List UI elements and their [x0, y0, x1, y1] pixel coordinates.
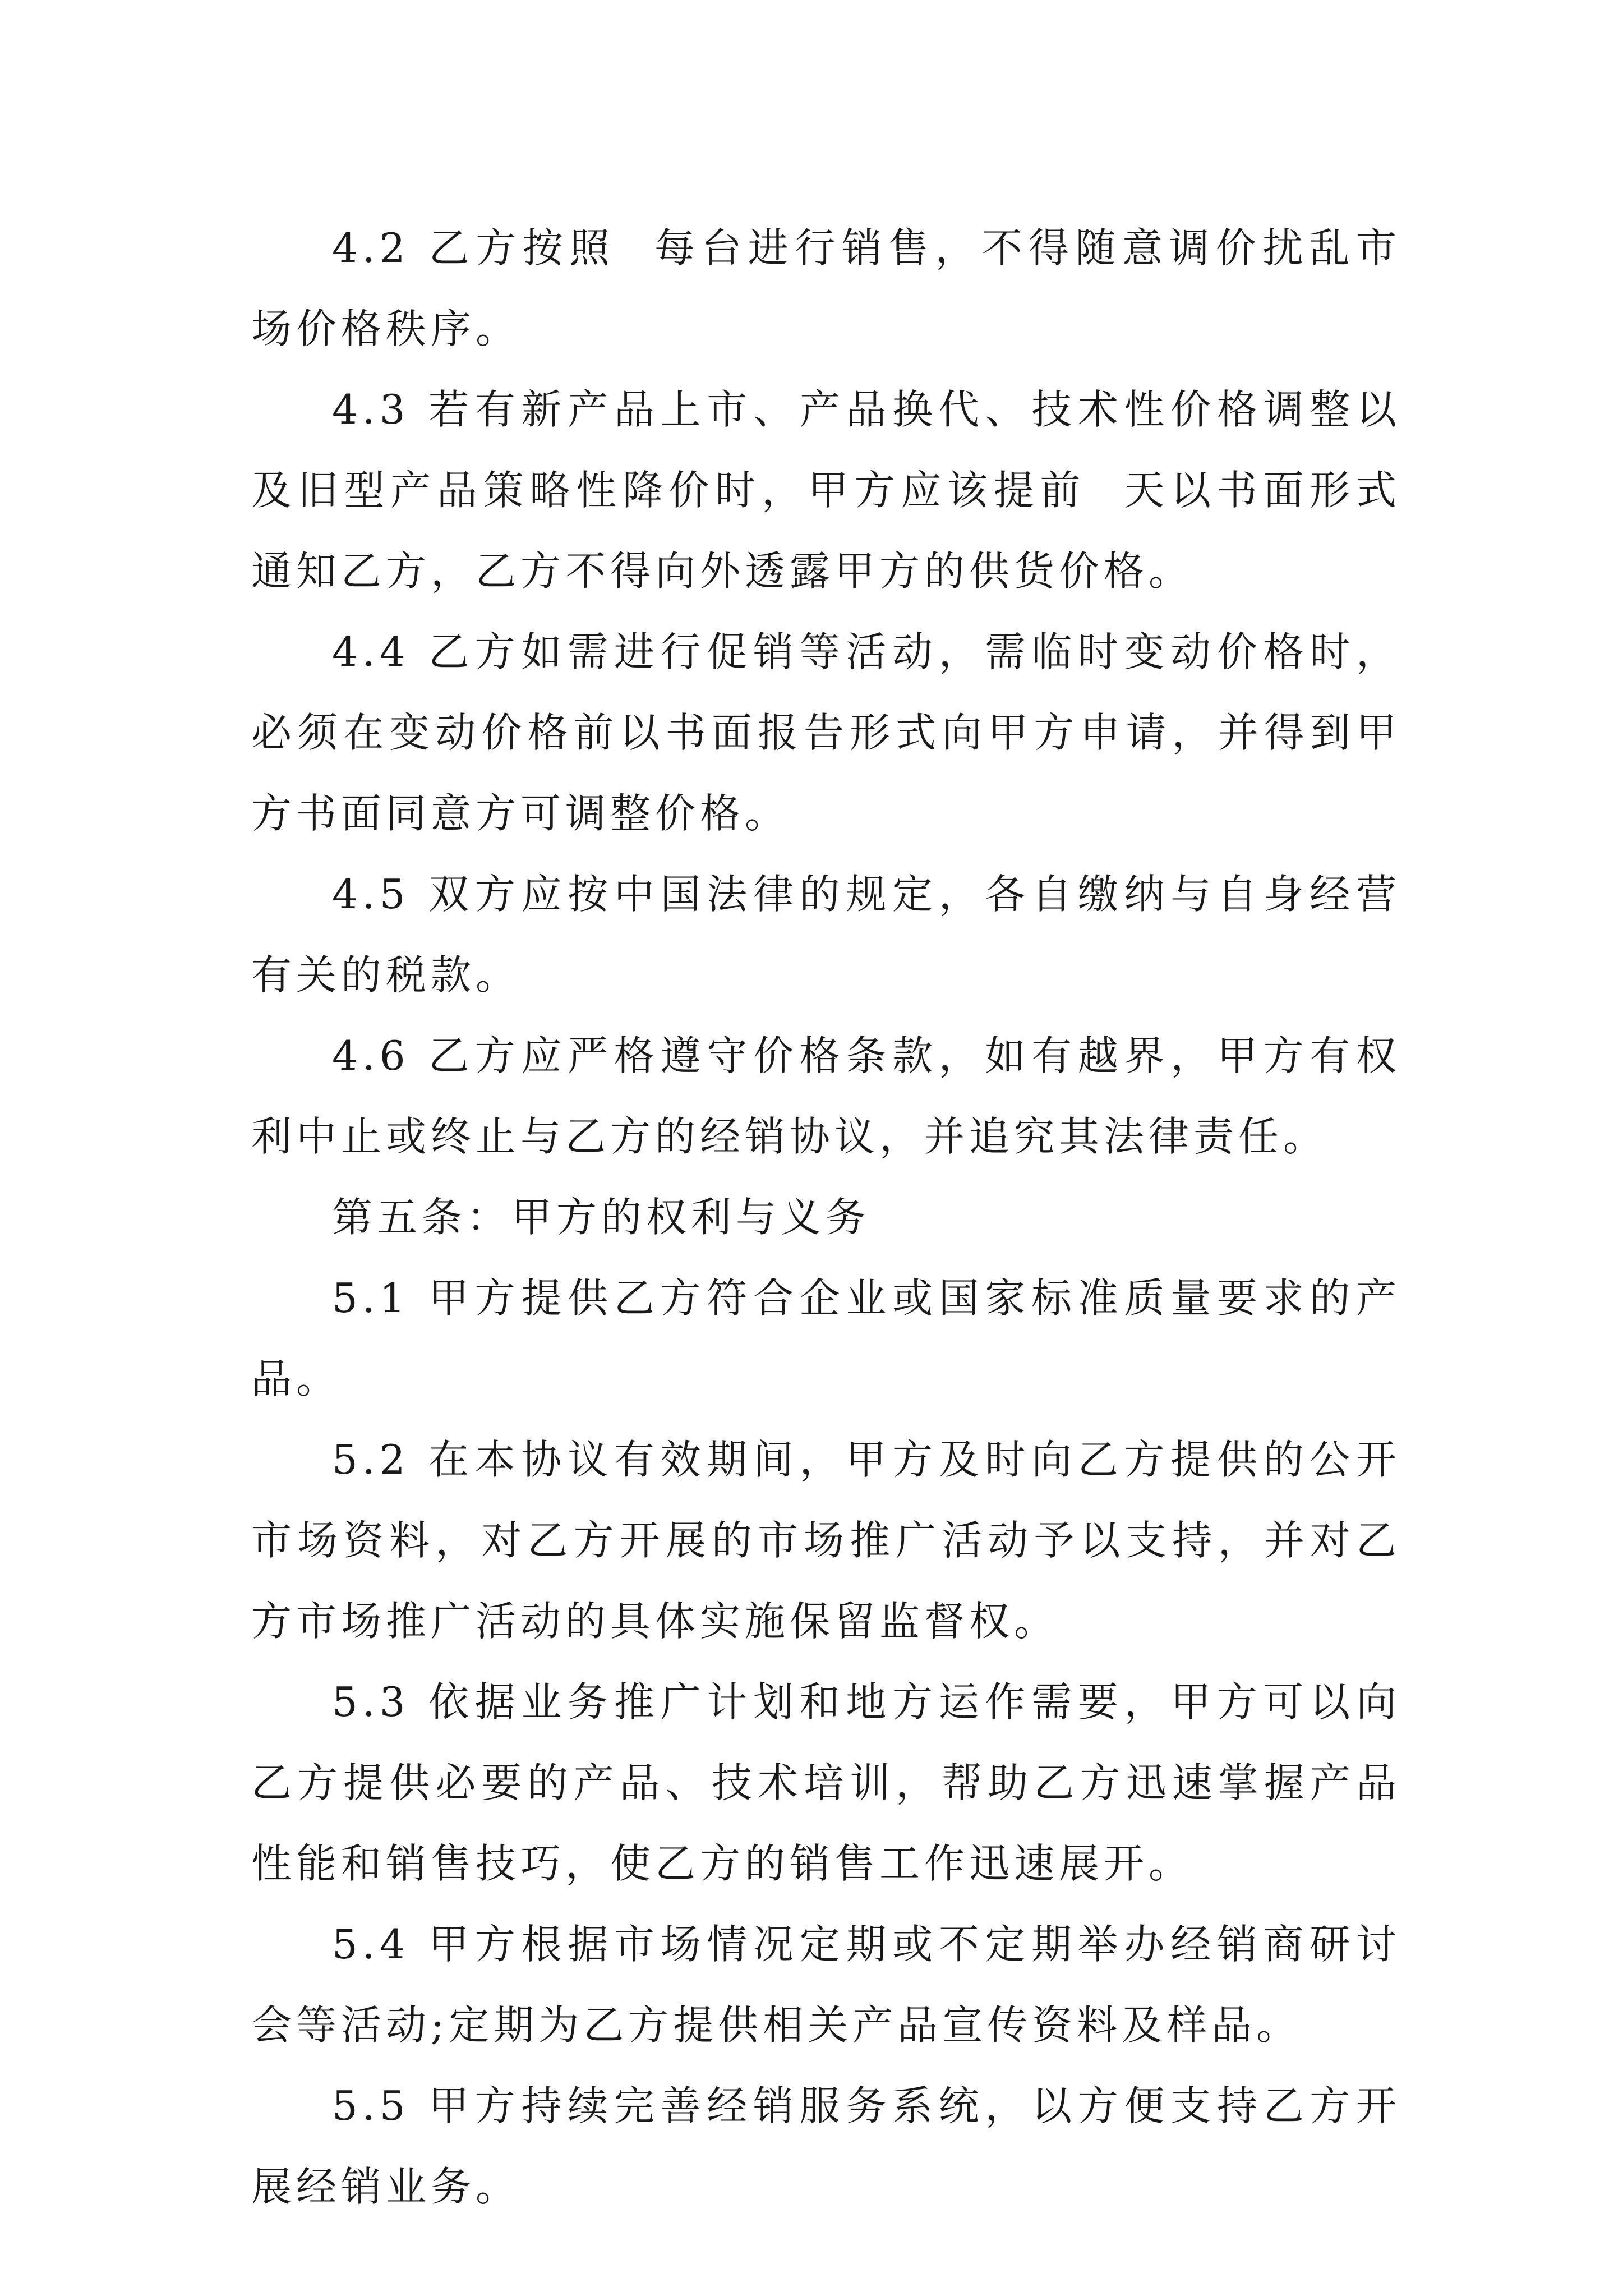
paragraph-4-5: 4.5 双方应按中国法律的规定，各自缴纳与自身经营有关的税款。: [251, 871, 1401, 999]
paragraph-4-6: 4.6 乙方应严格遵守价格条款，如有越界，甲方有权利中止或终止与乙方的经销协议，并追究其法律责任。: [251, 1032, 1401, 1160]
paragraph-5-5: 5.5 甲方持续完善经销服务系统，以方便支持乙方开展经销业务。: [251, 2082, 1401, 2210]
document-body: [251, 208, 1401, 2227]
paragraph-5-3: 5.3 依据业务推广计划和地方运作需要，甲方可以向乙方提供必要的产品、技术培训，帮助乙方迅速掌握产品性能和销售技巧，使乙方的销售工作迅速展开。: [251, 1678, 1401, 1887]
paragraph-5-2: 5.2 在本协议有效期间，甲方及时向乙方提供的公开市场资料，对乙方开展的市场推广活动予以支持，并对乙方市场推广活动的具体实施保留监督权。: [251, 1436, 1401, 1645]
paragraph-5-1: 5.1 甲方提供乙方符合企业或国家标准质量要求的产品。: [251, 1274, 1401, 1402]
paragraph-4-2: 4.2 乙方按照 每台进行销售，不得随意调价扰乱市场价格秩序。: [251, 224, 1401, 352]
section-heading-article-5: 第五条：甲方的权利与义务: [332, 1194, 871, 1241]
paragraph-4-3: 4.3 若有新产品上市、产品换代、技术性价格调整以及旧型产品策略性降价时，甲方应该提前 天以书面形式通知乙方，乙方不得向外透露甲方的供货价格。: [251, 386, 1401, 595]
paragraph-5-4: 5.4 甲方根据市场情况定期或不定期举办经销商研讨会等活动;定期为乙方提供相关产品宣传资料及样品。: [251, 1921, 1401, 2049]
paragraph-4-4: 4.4 乙方如需进行促销等活动，需临时变动价格时，必须在变动价格前以书面报告形式向甲方申请，并得到甲方书面同意方可调整价格。: [251, 628, 1401, 837]
